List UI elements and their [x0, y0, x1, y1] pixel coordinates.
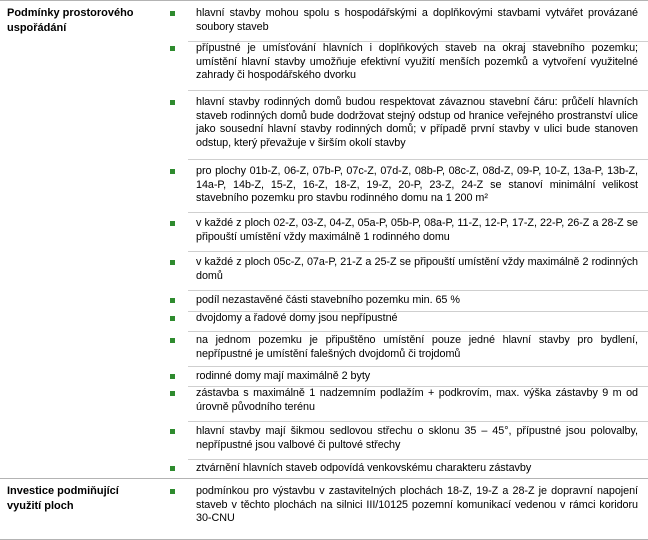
- bullet-icon: [170, 391, 175, 396]
- bullet-icon: [170, 260, 175, 265]
- row-label: Podmínky prostorového uspořádání: [7, 7, 134, 34]
- list-item-text: rodinné domy mají maximálně 2 byty: [196, 370, 371, 382]
- list-item-text: podíl nezastavěné části stavebního pozemku min. 65 %: [196, 294, 460, 306]
- bullet-icon: [170, 221, 175, 226]
- bullet-icon: [170, 338, 175, 343]
- row-content: [152, 1, 648, 478]
- divider: [188, 159, 648, 160]
- list-item-text: ztvárnění hlavních staveb odpovídá venkovskému charakteru zástavby: [196, 462, 532, 474]
- list-item-text: hlavní stavby mají šikmou sedlovou střechu o sklonu 35 – 45°, přípustné jsou polovalby, nepřípustné jsou valbové či pultové střechy: [196, 425, 638, 451]
- bullet-icon: [170, 46, 175, 51]
- divider: [188, 459, 648, 460]
- bullet-icon: [170, 466, 175, 471]
- list-item-text: pro plochy 01b-Z, 06-Z, 07b-P, 07c-Z, 07d-Z, 08b-P, 08c-Z, 08d-Z, 09-P, 10-Z, 13a-P, 13b-Z, 14a-P, 14b-Z, 15-Z, 16-Z, 18-Z, 19-Z, 20-P, 23-Z, 24-Z se stanoví minimální velikost stavebního pozemku pro stavbu rodinného domu na 1 200 m²: [196, 165, 638, 205]
- row-content: [152, 479, 648, 539]
- divider: [188, 212, 648, 213]
- list-item-text: podmínkou pro výstavbu v zastavitelných plochách 18-Z, 19-Z a 28-Z je dopravní napojení staveb v těchto plochách na silnici III/10125 pozemní komunikací vedenou v rámci koridoru 30-CNU: [196, 485, 638, 525]
- bullet-icon: [170, 316, 175, 321]
- divider: [188, 366, 648, 367]
- divider: [188, 90, 648, 91]
- divider: [188, 290, 648, 291]
- bullet-icon: [170, 429, 175, 434]
- list-item-text: v každé z ploch 05c-Z, 07a-P, 21-Z a 25-Z se připouští umístění vždy maximálně 2 rodinných domů: [196, 256, 638, 282]
- bullet-icon: [170, 489, 175, 494]
- divider: [188, 331, 648, 332]
- bullet-icon: [170, 374, 175, 379]
- divider: [188, 421, 648, 422]
- bullet-icon: [170, 11, 175, 16]
- list-item-text: v každé z ploch 02-Z, 03-Z, 04-Z, 05a-P, 05b-P, 08a-P, 11-Z, 12-P, 17-Z, 22-P, 26-Z a 28-Z se připouští umístění vždy maximálně 1 rodinného domu: [196, 217, 638, 243]
- divider: [188, 251, 648, 252]
- list-item-text: dvojdomy a řadové domy jsou nepřípustné: [196, 312, 398, 324]
- list-item-text: hlavní stavby mohou spolu s hospodářskými a doplňkovými stavbami vytvářet provázané soubory staveb: [196, 7, 638, 33]
- table-row: [0, 478, 648, 540]
- list-item-text: hlavní stavby rodinných domů budou respektovat závaznou stavební čáru: průčelí hlavních staveb rodinných domů bude dodržovat stejný odstup od hranice veřejného prostranství ulice jako sousední hlavní stavby rodinných domů; v případě první stavby v ulici bude stanoven odstup, který převažuje v širším okolí stavby: [196, 96, 638, 150]
- list-item-text: zástavba s maximálně 1 nadzemním podlažím + podkrovím, max. výška zástavby 9 m od úrovně původního terénu: [196, 387, 638, 413]
- bullet-icon: [170, 100, 175, 105]
- list-item-text: na jednom pozemku je připuštěno umístění pouze jedné hlavní stavby pro bydlení, nepřípustné je umístění falešných dvojdomů či trojdomů: [196, 334, 638, 360]
- bullet-icon: [170, 298, 175, 303]
- row-label: Investice podmiňující využití ploch: [7, 485, 119, 512]
- bullet-icon: [170, 169, 175, 174]
- list-item-text: přípustné je umísťování hlavních i doplňkových staveb na okraj stavebního pozemku; umístění hlavní stavby umožňuje efektivní využití menších pozemků a vytvoření využitelné zahrady či hospodářského dvorku: [196, 42, 638, 82]
